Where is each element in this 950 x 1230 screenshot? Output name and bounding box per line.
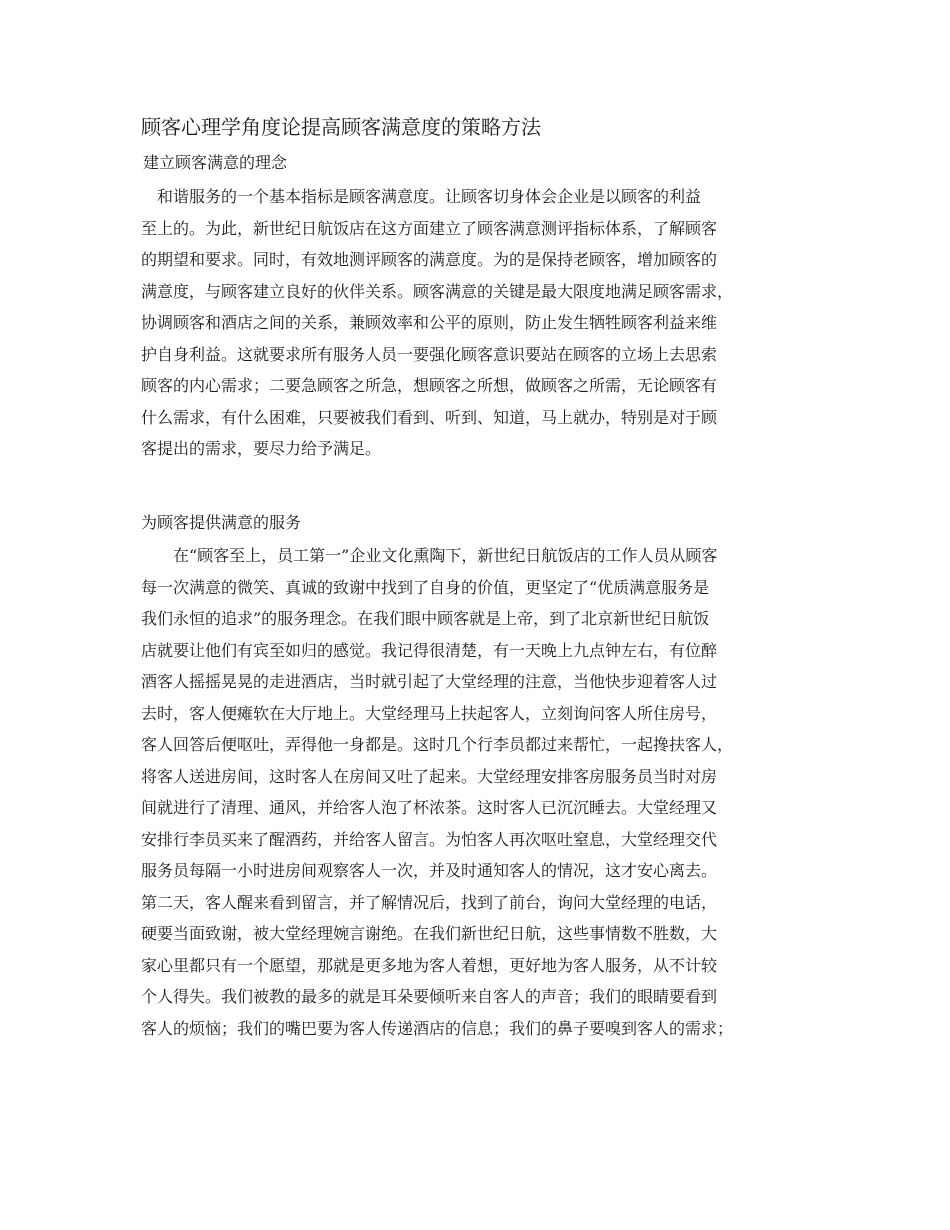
document-title: 顾客心理学角度论提高顾客满意度的策略方法 [141,115,541,139]
text-line: 个人得失。我们被教的最多的就是耳朵要倾听来自客人的声音；我们的眼睛要看到 [141,987,718,1006]
text-line: 店就要让他们有宾至如归的感觉。我记得很清楚，有一天晚上九点钟左右，有位醉 [141,640,718,660]
text-line: 将客人送进房间，这时客人在房间又吐了起来。大堂经理安排客房服务员当时对房 [141,766,718,786]
text-line: 至上的。为此，新世纪日航饭店在这方面建立了顾客满意测评指标体系，了解顾客 [141,218,718,238]
text-line: 满意度，与顾客建立良好的伙伴关系。顾客满意的关键是最大限度地满足顾客需求， [141,281,734,301]
text-line: 服务员每隔一小时进房间观察客人一次，并及时通知客人的情况，这才安心离去。 [141,861,718,880]
text-line: 我们永恒的追求”的服务理念。在我们眼中顾客就是上帝，到了北京新世纪日航饭 [141,609,710,628]
section-heading-1: 建立顾客满意的理念 [143,153,288,172]
text-line: 客人回答后便呕吐，弄得他一身都是。这时几个行李员都过来帮忙，一起搀扶客人， [141,735,734,754]
text-line: 间就进行了清理、通风，并给客人泡了杯浓茶。这时客人已沉沉睡去。大堂经理又 [141,798,718,817]
text-line: 护自身利益。这就要求所有服务人员一要强化顾客意识要站在顾客的立场上去思索 [141,344,718,364]
section-heading-2: 为顾客提供满意的服务 [141,513,302,532]
text-line: 什么需求，有什么困难，只要被我们看到、听到、知道，马上就办，特别是对于顾 [141,407,718,427]
section-2-body [141,540,733,1044]
text-line: 的期望和要求。同时，有效地测评顾客的满意度。为的是保持老顾客，增加顾客的 [141,250,718,270]
text-line: 客人的烦恼；我们的嘴巴要为客人传递酒店的信息；我们的鼻子要嗅到客人的需求； [141,1018,734,1038]
text-line: 家心里都只有一个愿望，那就是更多地为客人着想，更好地为客人服务，从不计较 [141,955,718,975]
text-line: 顾客的内心需求；二要急顾客之所急，想顾客之所想，做顾客之所需，无论顾客有 [141,376,718,396]
text-line: 酒客人摇摇晃晃的走进酒店，当时就引起了大堂经理的注意，当他快步迎着客人过 [141,672,718,691]
text-line: 第二天，客人醒来看到留言，并了解情况后，找到了前台，询问大堂经理的电话， [141,892,718,912]
text-line: 安排行李员买来了醒酒药，并给客人留言。为怕客人再次呕吐窒息，大堂经理交代 [141,829,718,849]
text-line: 和谐服务的一个基本指标是顾客满意度。让顾客切身体会企业是以顾客的利益 [141,187,702,206]
section-1-body [141,181,733,465]
text-line: 协调顾客和酒店之间的关系，兼顾效率和公平的原则，防止发生牺牲顾客利益来维 [141,313,718,333]
text-line: 客提出的需求，要尽力给予满足。 [141,439,382,459]
text-line: 每一次满意的微笑、真诚的致谢中找到了自身的价值，更坚定了“优质满意服务是 [141,577,710,597]
text-line: 硬要当面致谢，被大堂经理婉言谢绝。在我们新世纪日航，这些事情数不胜数，大 [141,924,718,943]
text-line: 在“顾客至上，员工第一”企业文化熏陶下，新世纪日航饭店的工作人员从顾客 [141,546,718,565]
text-line: 去时，客人便瘫软在大厅地上。大堂经理马上扶起客人，立刻询问客人所住房号， [141,703,718,723]
